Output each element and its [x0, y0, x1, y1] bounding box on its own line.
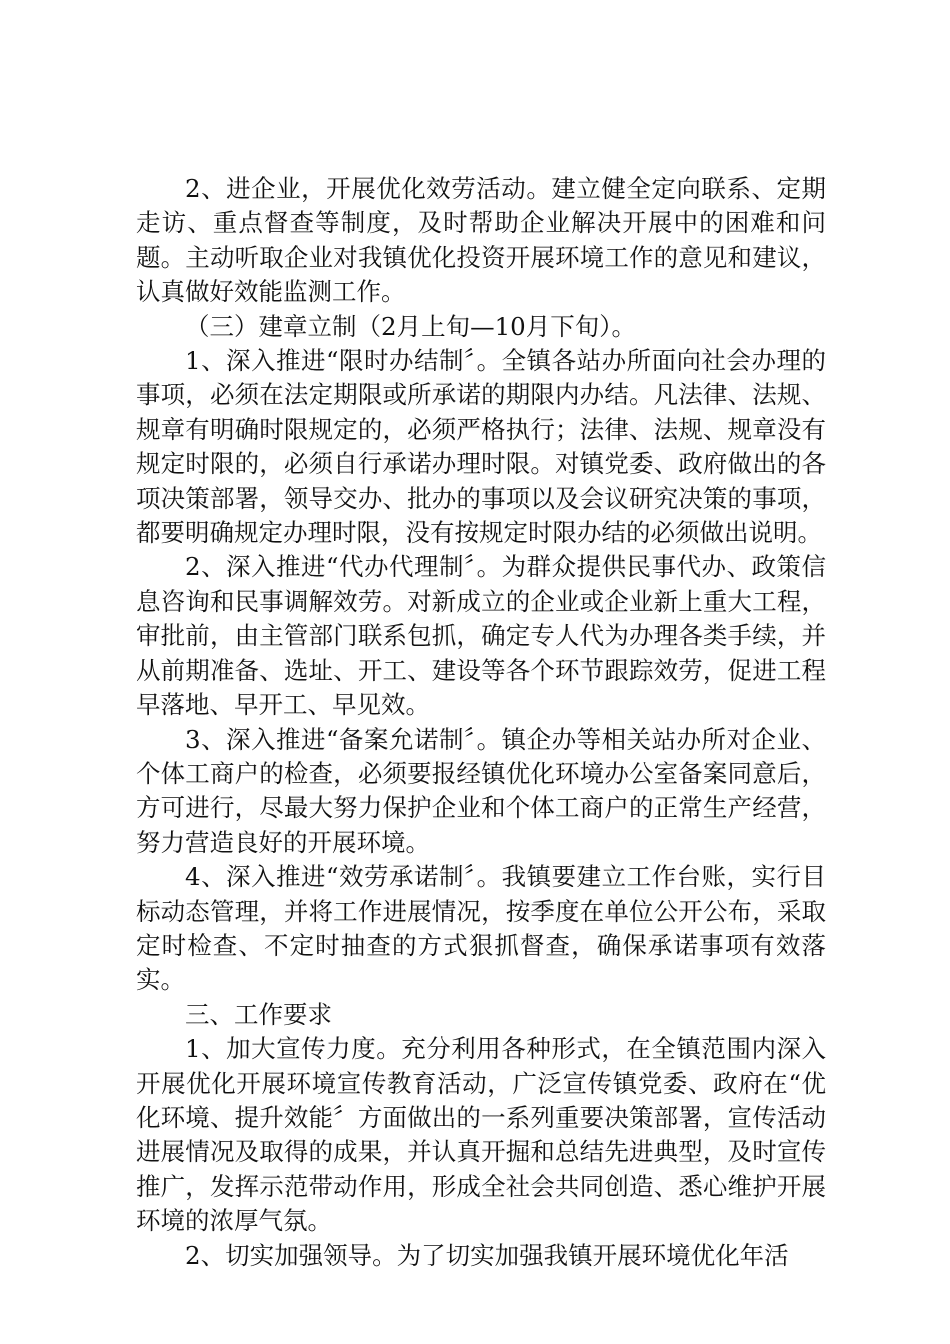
paragraph-time-limit-system: 1、深入推进“限时办结制〞。全镇各站办所面向社会办理的事项，必须在法定期限或所承诺的期限内办结。凡法律、法规、规章有明确时限规定的，必须严格执行；法律、法规、规章没有规定时限的，必须自行承诺办理时限。对镇党委、政府做出的各项决策部署，领导交办、批办的事项以及会议研究决策的事项，都要明确规定办理时限，没有按规定时限办结的必须做出说明。 [136, 346, 826, 548]
paragraph-agency-system: 2、深入推进“代办代理制〞。为群众提供民事代办、政策信息咨询和民事调解效劳。对新成立的企业或企业新上重大工程，审批前，由主管部门联系包抓，确定专人代为办理各类手续，并从前期准备、选址、开工、建设等各个环节跟踪效劳，促进工程早落地、早开工、早见效。 [136, 552, 826, 720]
document-body [136, 172, 826, 1273]
paragraph-filing-system: 3、深入推进“备案允诺制〞。镇企办等相关站办所对企业、个体工商户的检查，必须要报经镇优化环境办公室备案同意后，方可进行，尽最大努力保护企业和个体工商户的正常生产经营，努力营造良好的开展环境。 [136, 724, 826, 857]
paragraph-service-commitment: 4、深入推进“效劳承诺制〞。我镇要建立工作台账，实行目标动态管理，并将工作进展情况，按季度在单位公开公布，采取定时检查、不定时抽查的方式狠抓督查，确保承诺事项有效落实。 [136, 862, 826, 995]
paragraph-enterprise-service: 2、进企业，开展优化效劳活动。建立健全定向联系、定期走访、重点督查等制度，及时帮助企业解决开展中的困难和问题。主动听取企业对我镇优化投资开展环境工作的意见和建议，认真做好效能监测工作。 [136, 174, 826, 307]
section-heading-requirements: 三、工作要求 [185, 999, 332, 1029]
paragraph-leadership: 2、切实加强领导。为了切实加强我镇开展环境优化年活 [185, 1240, 789, 1270]
paragraph-publicity: 1、加大宣传力度。充分利用各种形式，在全镇范围内深入开展优化开展环境宣传教育活动，广泛宣传镇党委、政府在“优化环境、提升效能〞方面做出的一系列重要决策部署，宣传活动进展情况及取得的成果，并认真开掘和总结先进典型，及时宣传推广，发挥示范带动作用，形成全社会共同创造、悉心维护开展环境的浓厚气氛。 [136, 1034, 826, 1236]
section-heading-rules: （三）建章立制（2月上旬—10月下旬）。 [185, 311, 637, 341]
